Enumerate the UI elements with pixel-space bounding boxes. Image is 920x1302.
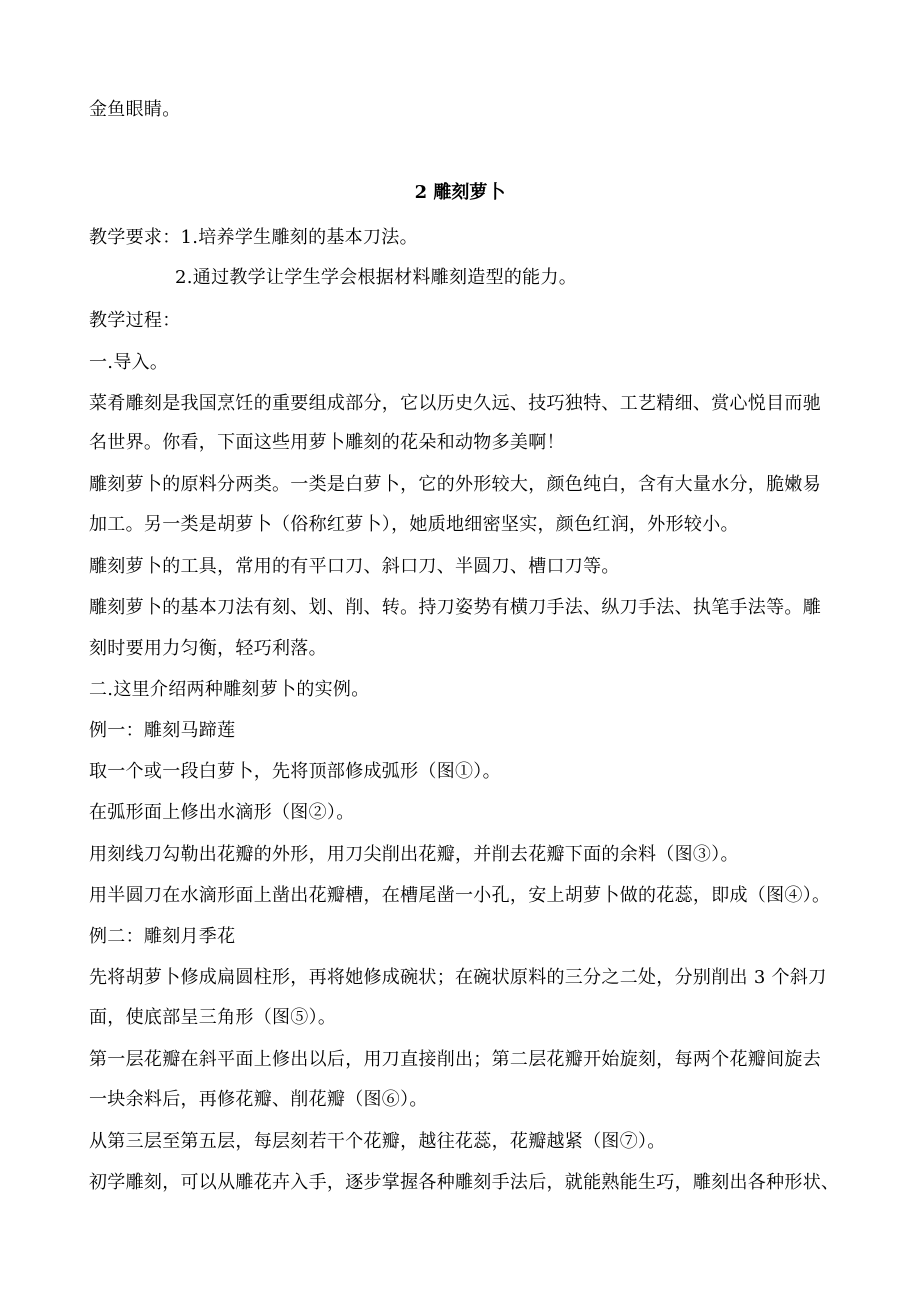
text-line: 金鱼眼睛。	[89, 99, 181, 120]
teaching-requirements: 教学要求：1.培养学生雕刻的基本刀法。	[89, 227, 418, 248]
teaching-process-heading: 教学过程：	[89, 310, 181, 331]
paragraph-line: 一块余料后，再修花瓣、削花瓣（图⑥）。	[89, 1089, 428, 1110]
paragraph-line: 加工。另一类是胡萝卜（俗称红萝卜），她质地细密坚实，颜色红润，外形较小。	[89, 514, 739, 535]
paragraph-line: 刻时要用力匀衡，轻巧利落。	[89, 638, 327, 659]
example-heading: 例一：雕刻马蹄莲	[89, 720, 236, 741]
paragraph-line: 菜肴雕刻是我国烹饪的重要组成部分，它以历史久远、技巧独特、工艺精细、赏心悦目而驰	[89, 393, 821, 414]
paragraph-line: 用半圆刀在水滴形面上凿出花瓣槽，在槽尾凿一小孔，安上胡萝卜做的花蕊，即成（图④）。	[89, 885, 831, 906]
requirement-item: 2.通过教学让学生学会根据材料雕刻造型的能力。	[175, 267, 578, 288]
paragraph-line: 初学雕刻，可以从雕花卉入手，逐步掌握各种雕刻手法后，就能熟能生巧，雕刻出各种形状、	[89, 1172, 840, 1193]
paragraph-line: 在弧形面上修出水滴形（图②）。	[89, 802, 355, 823]
paragraph-line: 取一个或一段白萝卜，先将顶部修成弧形（图①）。	[89, 761, 501, 782]
section-heading: 一.导入。	[89, 352, 169, 373]
paragraph-line: 第一层花瓣在斜平面上修出以后，用刀直接削出；第二层花瓣开始旋刻，每两个花瓣间旋去	[89, 1049, 821, 1070]
paragraph-line: 雕刻萝卜的工具，常用的有平口刀、斜口刀、半圆刀、槽口刀等。	[89, 556, 620, 577]
paragraph-line: 先将胡萝卜修成扁圆柱形，再将她修成碗状；在碗状原料的三分之二处，分别削出 3 个斜刀	[89, 967, 827, 988]
paragraph-line: 名世界。你看，下面这些用萝卜雕刻的花朵和动物多美啊！	[89, 432, 565, 453]
section-heading: 二.这里介绍两种雕刻萝卜的实例。	[89, 679, 370, 700]
paragraph-line: 从第三层至第五层，每层刻若干个花瓣，越往花蕊，花瓣越紧（图⑦）。	[89, 1131, 666, 1152]
paragraph-line: 雕刻萝卜的基本刀法有刻、划、削、转。持刀姿势有横刀手法、纵刀手法、执笔手法等。雕	[89, 597, 821, 618]
example-heading: 例二：雕刻月季花	[89, 926, 236, 947]
section-title: 2 雕刻萝卜	[414, 182, 506, 203]
paragraph-line: 雕刻萝卜的原料分两类。一类是白萝卜，它的外形较大，颜色纯白，含有大量水分，脆嫩易	[89, 474, 821, 495]
paragraph-line: 面，使底部呈三角形（图⑤）。	[89, 1007, 337, 1028]
paragraph-line: 用刻线刀勾勒出花瓣的外形，用刀尖削出花瓣，并削去花瓣下面的余料（图③）。	[89, 844, 739, 865]
